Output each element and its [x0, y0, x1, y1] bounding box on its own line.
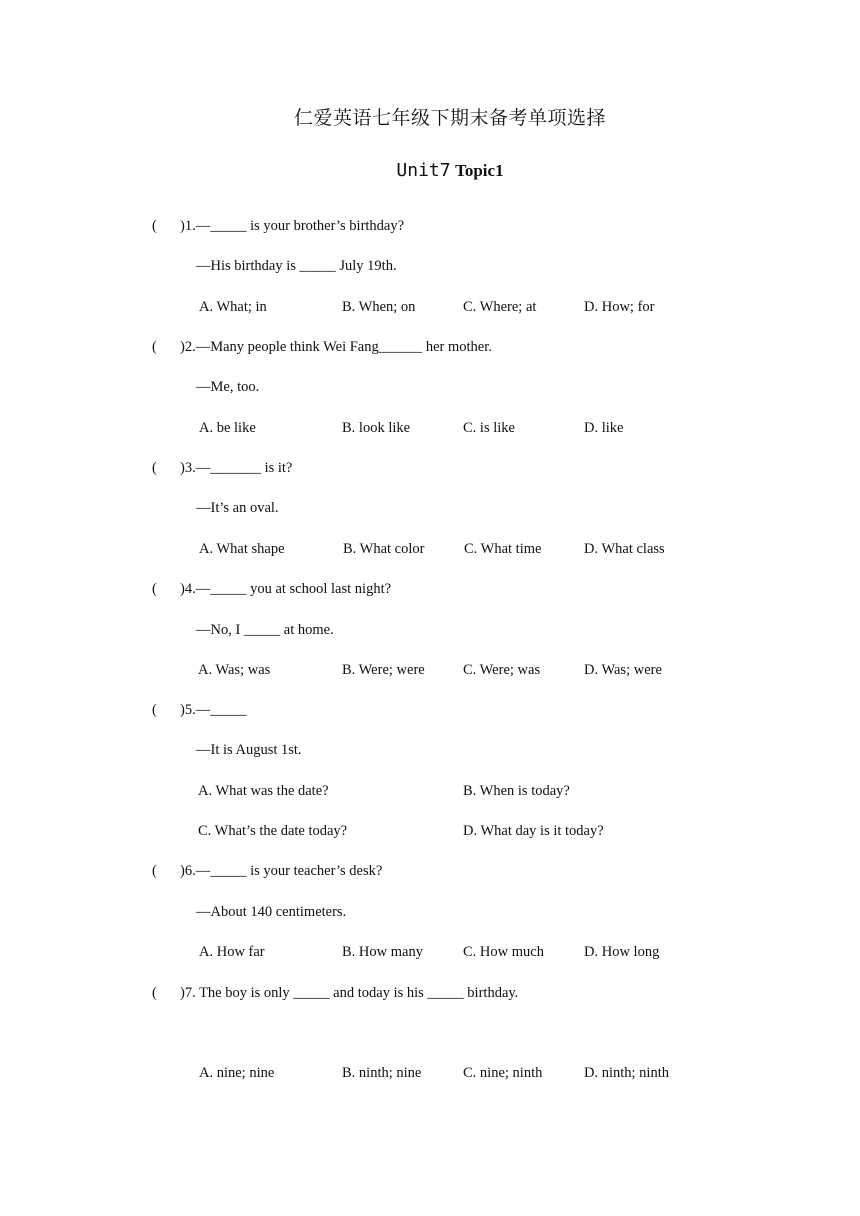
- option-a: A. How far: [199, 944, 265, 960]
- answer-paren: (: [152, 339, 157, 355]
- option-a: A. What was the date?: [198, 783, 329, 799]
- question-stem: )3.—_______ is it?: [180, 460, 293, 476]
- option-c: C. What’s the date today?: [198, 823, 348, 839]
- option-a: A. Was; was: [198, 662, 271, 678]
- question-stem: )5.—_____: [180, 702, 247, 718]
- option-b: B. ninth; nine: [342, 1065, 422, 1081]
- option-b: B. What color: [343, 541, 425, 557]
- option-c: C. Where; at: [463, 299, 537, 315]
- option-d: D. How; for: [584, 299, 655, 315]
- option-a: A. What; in: [199, 299, 267, 315]
- option-c: C. nine; ninth: [463, 1065, 543, 1081]
- option-d: D. like: [584, 420, 624, 436]
- question-stem: )6.—_____ is your teacher’s desk?: [180, 863, 383, 879]
- option-d: D. How long: [584, 944, 660, 960]
- answer-paren: (: [152, 218, 157, 234]
- question-response: —No, I _____ at home.: [196, 622, 334, 638]
- question-response: —It is August 1st.: [196, 742, 302, 758]
- answer-paren: (: [152, 985, 157, 1001]
- question-stem: )1.—_____ is your brother’s birthday?: [180, 218, 405, 234]
- topic-label: Topic1: [455, 161, 504, 180]
- question-stem: )7. The boy is only _____ and today is his _____ birthday.: [180, 985, 519, 1001]
- option-c: C. is like: [463, 420, 515, 436]
- option-b: B. look like: [342, 420, 411, 436]
- option-c: C. Were; was: [463, 662, 541, 678]
- question-response: —It’s an oval.: [196, 500, 279, 516]
- option-d: D. Was; were: [584, 662, 662, 678]
- question-response: —Me, too.: [196, 379, 260, 395]
- option-b: B. How many: [342, 944, 423, 960]
- question-response: —About 140 centimeters.: [196, 904, 347, 920]
- option-b: B. Were; were: [342, 662, 425, 678]
- page-subtitle: [0, 160, 860, 181]
- option-d: D. What class: [584, 541, 665, 557]
- answer-paren: (: [152, 460, 157, 476]
- option-a: A. What shape: [199, 541, 285, 557]
- option-a: A. be like: [199, 420, 256, 436]
- option-d: D. What day is it today?: [463, 823, 604, 839]
- option-d: D. ninth; ninth: [584, 1065, 669, 1081]
- answer-paren: (: [152, 581, 157, 597]
- page-title: 仁爱英语七年级下期末备考单项选择: [293, 107, 606, 129]
- unit-label: Unit7: [396, 160, 451, 181]
- answer-paren: (: [152, 702, 157, 718]
- answer-paren: (: [152, 863, 157, 879]
- option-c: C. What time: [464, 541, 542, 557]
- option-c: C. How much: [463, 944, 544, 960]
- question-stem: )2.—Many people think Wei Fang______ her mother.: [180, 339, 492, 355]
- option-b: B. When; on: [342, 299, 416, 315]
- question-stem: )4.—_____ you at school last night?: [180, 581, 392, 597]
- question-response: —His birthday is _____ July 19th.: [196, 258, 397, 274]
- option-a: A. nine; nine: [199, 1065, 275, 1081]
- option-b: B. When is today?: [463, 783, 570, 799]
